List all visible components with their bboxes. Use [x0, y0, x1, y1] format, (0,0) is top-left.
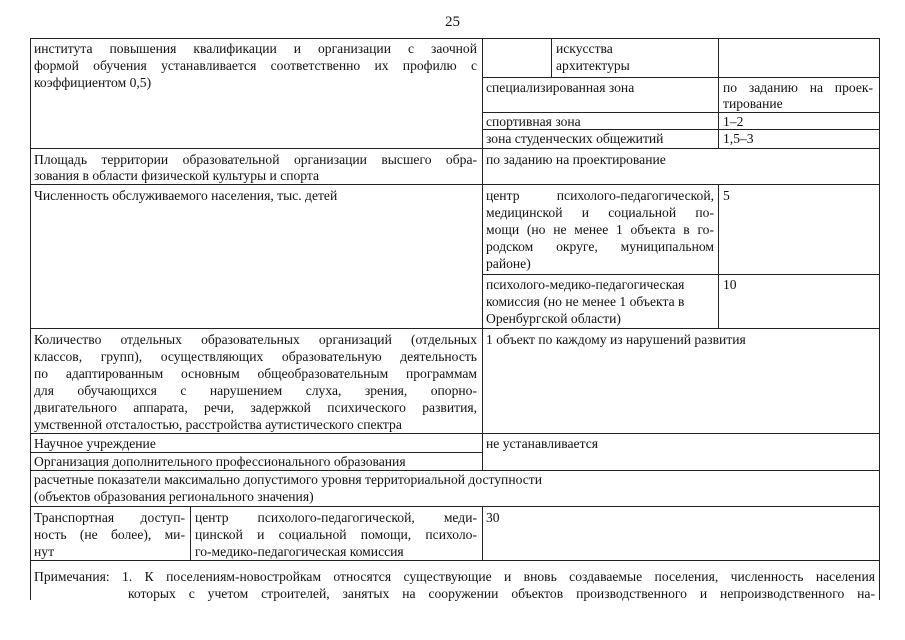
- cell-text-line: Организация дополнительного профессионального образования: [34, 454, 406, 469]
- cell-value: 30: [486, 510, 500, 525]
- table-rule: [30, 148, 879, 149]
- table-border-right: [879, 38, 880, 600]
- table-rule: [482, 274, 879, 275]
- cell-text-line: по адаптированным основным общеобразовательным программам: [34, 366, 477, 381]
- table-column-divider: [482, 38, 483, 470]
- cell-text-line: классов, групп), осуществляющих образовательную деятельность: [34, 349, 477, 364]
- cell-text-line: медицинской и социальной по-: [486, 205, 714, 220]
- zone-name: зона студенческих общежитий: [486, 131, 664, 146]
- cell-text-line: центр психолого-педагогической, меди-: [195, 510, 477, 525]
- cell-text-line: районе): [486, 256, 531, 271]
- cell-text-line: Количество отдельных образовательных организаций (отдельных: [34, 332, 477, 347]
- page-number: 25: [445, 14, 460, 30]
- cell-value: по заданию на проектирование: [486, 152, 666, 167]
- notes-line: Примечания: 1. К поселениям-новостройкам относятся существующие и вновь создаваемые поселения, численность населения: [34, 569, 875, 584]
- cell-text-line: мощи (но не менее 1 объекта в го-: [486, 222, 714, 237]
- table-column-divider: [482, 506, 483, 560]
- cell-text-line: го-медико-педагогическая комиссия: [195, 544, 404, 559]
- cell-text-line: Научное учреждение: [34, 436, 156, 451]
- table-rule: [30, 560, 879, 561]
- table-rule: [30, 328, 879, 329]
- cell-text-line: Оренбургской области): [486, 311, 621, 326]
- cell-text-line: психолого-медико-педагогическая: [486, 277, 685, 292]
- cell-text-line: для обучающихся с нарушением слуха, зрения, опорно-: [34, 383, 477, 398]
- cell-text-line: расчетные показатели максимально допустимого уровня территориальной доступности: [34, 472, 542, 487]
- cell-text-line: зования в области физической культуры и спорта: [34, 168, 320, 183]
- zone-name: специализированная зона: [486, 80, 635, 95]
- cell-text-line: института повышения квалификации и организации с заочной: [34, 41, 477, 56]
- cell-value: не устанавливается: [486, 436, 598, 451]
- cell-text-line: умственной отсталостью, расстройства аутистического спектра: [34, 417, 402, 432]
- table-rule: [30, 506, 879, 507]
- cell-text-line: искусства: [556, 41, 613, 56]
- cell-text-line: центр психолого-педагогической,: [486, 188, 714, 203]
- cell-text-line: нут: [34, 544, 55, 559]
- zone-name: спортивная зона: [486, 114, 581, 129]
- cell-text-line: ность (не более), ми-: [34, 527, 185, 542]
- table-column-divider: [190, 506, 191, 560]
- cell-text-line: Площадь территории образовательной организации высшего обра-: [34, 152, 477, 167]
- cell-text-line: Численность обслуживаемого населения, тыс. детей: [34, 188, 338, 203]
- zone-value: 1–2: [723, 114, 744, 129]
- table-border-left: [30, 38, 31, 600]
- cell-text-line: родском округе, муниципальном: [486, 239, 714, 254]
- cell-text-line: (объектов образования регионального значения): [34, 489, 314, 504]
- cell-text-line: двигательного аппарата, речи, задержкой психического развития,: [34, 400, 477, 415]
- table-rule: [482, 77, 879, 78]
- cell-value: 5: [723, 188, 730, 203]
- cell-text-line: Транспортная доступ-: [34, 510, 185, 525]
- table-column-divider: [718, 184, 719, 329]
- zone-value: тирование: [723, 96, 783, 111]
- notes-line: которых с учетом строителей, занятых на сооружении объектов производственного и непроизводственного на-: [128, 586, 875, 601]
- cell-text-line: комиссия (но не менее 1 объекта в: [486, 294, 685, 309]
- cell-value: 1 объект по каждому из нарушений развития: [486, 332, 746, 347]
- cell-value: 10: [723, 277, 737, 292]
- table-column-divider: [718, 38, 719, 149]
- cell-text-line: архитектуры: [556, 58, 630, 73]
- zone-value: 1,5–3: [723, 131, 754, 146]
- table-column-divider: [551, 38, 552, 78]
- table-border-top: [30, 38, 879, 39]
- zone-value: по заданию на проек-: [723, 80, 873, 95]
- cell-text-line: цинской и социальной помощи, психоло-: [195, 527, 477, 542]
- cell-text-line: коэффициентом 0,5): [34, 75, 152, 90]
- cell-text-line: формой обучения устанавливается соответственно их профилю с: [34, 58, 477, 73]
